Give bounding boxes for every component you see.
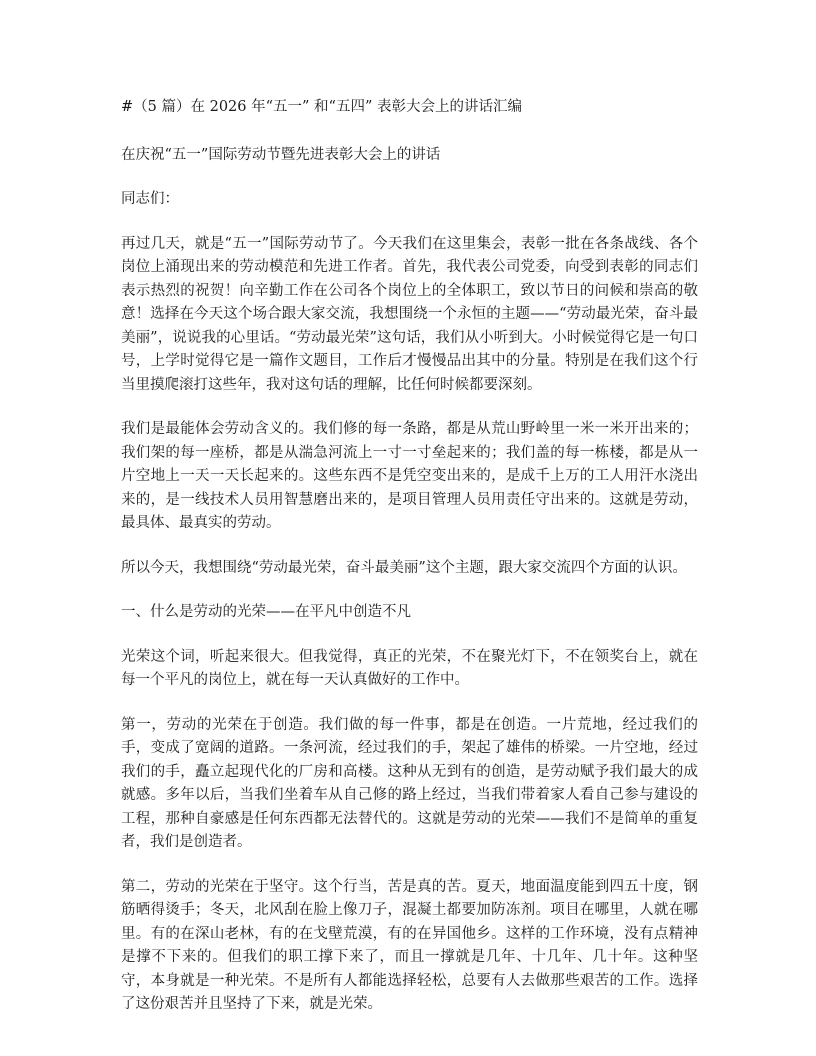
speech-subtitle: 在庆祝“五一”国际劳动节暨先进表彰大会上的讲话 bbox=[121, 146, 441, 163]
paragraph-intro: 再过几天，就是“五一”国际劳动节了。今天我们在这里集会，表彰一批在各条战线、各个岗位上涌现出来的劳动模范和先进工作者。首先，我代表公司党委，向受到表彰的同志们表示热烈的祝贺！向辛勤工作在公司各个岗位上的全体职工，致以节日的问候和崇高的敬意！选择在今天这个场合跟大家交流，我想围绕一个永恒的主题——“劳动最光荣，奋斗最美丽”，说说我的心里话。“劳动最光荣”这句话，我们从小听到大。小时候觉得它是一句口号，上学时觉得它是一篇作文题目，工作后才慢慢品出其中的分量。特别是在我们这个行当里摸爬滚打这些年，我对这句话的理解，比任何时候都要深刻。 bbox=[121, 235, 698, 393]
section-heading-1: 一、什么是劳动的光荣——在平凡中创造不凡 bbox=[121, 604, 411, 620]
document-title: #（5 篇）在 2026 年“五一” 和“五四” 表彰大会上的讲话汇编 bbox=[121, 99, 522, 115]
document-page bbox=[121, 96, 698, 1038]
paragraph-labor-meaning: 我们是最能体会劳动含义的。我们修的每一条路，都是从荒山野岭里一米一米开出来的；我们架的每一座桥，都是从湍急河流上一寸一寸垒起来的；我们盖的每一栋楼，都是从一片空地上一天一天长起来的。这些东西不是凭空变出来的，是成千上万的工人用汗水浇出来的，是一线技术人员用智慧磨出来的，是项目管理人员用责任守出来的。这就是劳动，最具体、最真实的劳动。 bbox=[121, 421, 698, 531]
salutation: 同志们： bbox=[121, 191, 179, 207]
paragraph-glory: 光荣这个词，听起来很大。但我觉得，真正的光荣，不在聚光灯下，不在领奖台上，就在每一个平凡的岗位上，就在每一天认真做好的工作中。 bbox=[121, 648, 698, 688]
paragraph-second-point: 第二，劳动的光荣在于坚守。这个行当，苦是真的苦。夏天，地面温度能到四五十度，钢筋晒得烫手；冬天，北风刮在脸上像刀子，混凝土都要加防冻剂。项目在哪里，人就在哪里。有的在深山老林，有的在戈壁荒漠，有的在异国他乡。这样的工作环境，没有点精神是撑不下来的。但我们的职工撑下来了，而且一撑就是几年、十几年、几十年。这种坚守，本身就是一种光荣。不是所有人都能选择轻松，总要有人去做那些艰苦的工作。选择了这份艰苦并且坚持了下来，就是光荣。 bbox=[121, 878, 698, 1012]
paragraph-theme: 所以今天，我想围绕“劳动最光荣，奋斗最美丽”这个主题，跟大家交流四个方面的认识。 bbox=[121, 559, 687, 576]
paragraph-first-point: 第一，劳动的光荣在于创造。我们做的每一件事，都是在创造。一片荒地，经过我们的手，变成了宽阔的道路。一条河流，经过我们的手，架起了雄伟的桥梁。一片空地，经过我们的手，矗立起现代化的厂房和高楼。这种从无到有的创造，是劳动赋予我们最大的成就感。多年以后，当我们坐着车从自己修的路上经过，当我们带着家人看自己参与建设的工程，那种自豪感是任何东西都无法替代的。这就是劳动的光荣——我们不是简单的重复者，我们是创造者。 bbox=[121, 716, 698, 850]
